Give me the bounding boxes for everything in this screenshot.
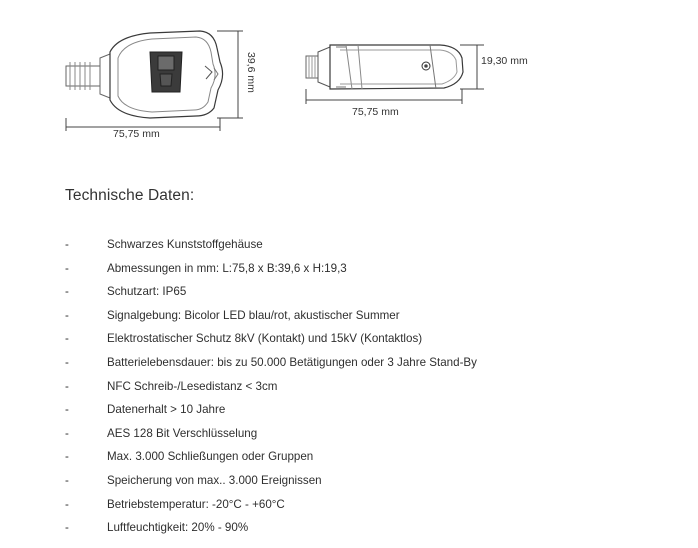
front-view-drawing [66, 31, 223, 118]
spec-text: Batterielebensdauer: bis zu 50.000 Betätigungen oder 3 Jahre Stand-By [107, 355, 477, 369]
bullet-dash: - [65, 355, 69, 369]
list-item [0, 493, 698, 517]
spec-text: Schwarzes Kunststoffgehäuse [107, 238, 263, 251]
side-height-label: 19,30 mm [481, 55, 528, 67]
list-item [0, 375, 698, 399]
list-item [0, 304, 698, 328]
list-item [0, 233, 698, 257]
bullet-dash: - [65, 332, 69, 346]
bullet-dash: - [65, 497, 69, 511]
spec-text: NFC Schreib-/Lesedistanz < 3cm [107, 379, 278, 393]
bullet-dash: - [65, 285, 69, 299]
bullet-dash: - [65, 308, 69, 322]
front-width-label: 75,75 mm [113, 128, 160, 140]
front-height-dimension [217, 31, 243, 118]
list-item [0, 445, 698, 469]
bullet-dash: - [65, 261, 69, 275]
section-heading: Technische Daten: [65, 187, 195, 204]
side-height-dimension [460, 45, 484, 89]
side-width-label: 75,75 mm [352, 106, 399, 118]
spec-text: Max. 3.000 Schließungen oder Gruppen [107, 450, 314, 464]
technical-drawing [0, 0, 698, 150]
list-item [0, 516, 698, 540]
front-height-label: 39,6 mm [245, 52, 257, 93]
list-item [0, 469, 698, 493]
spec-text: Abmessungen in mm: L:75,8 x B:39,6 x H:19,3 [107, 261, 347, 275]
bullet-dash: - [65, 426, 69, 440]
bullet-dash: - [65, 521, 69, 535]
spec-text: Speicherung von max.. 3.000 Ereignissen [107, 473, 322, 487]
list-item [0, 398, 698, 422]
spec-text: Luftfeuchtigkeit: 20% - 90% [107, 521, 249, 535]
list-item [0, 327, 698, 351]
bullet-dash: - [65, 403, 69, 417]
list-item [0, 351, 698, 375]
bullet-dash: - [65, 450, 69, 464]
spec-text: Datenerhalt > 10 Jahre [107, 403, 226, 417]
bullet-dash: - [65, 473, 69, 487]
bullet-dash: - [65, 238, 69, 251]
bullet-dash: - [65, 379, 69, 393]
side-width-dimension [306, 89, 462, 104]
side-view-drawing [306, 45, 463, 89]
list-item [0, 422, 698, 446]
spec-text: AES 128 Bit Verschlüsselung [107, 426, 258, 440]
spec-text: Signalgebung: Bicolor LED blau/rot, akustischer Summer [107, 308, 400, 322]
spec-text: Schutzart: IP65 [107, 285, 187, 299]
list-item [0, 280, 698, 304]
spec-text: Betriebstemperatur: -20°C - +60°C [107, 497, 285, 511]
list-item [0, 257, 698, 281]
spec-list [0, 233, 698, 540]
spec-text: Elektrostatischer Schutz 8kV (Kontakt) und 15kV (Kontaktlos) [107, 332, 423, 346]
